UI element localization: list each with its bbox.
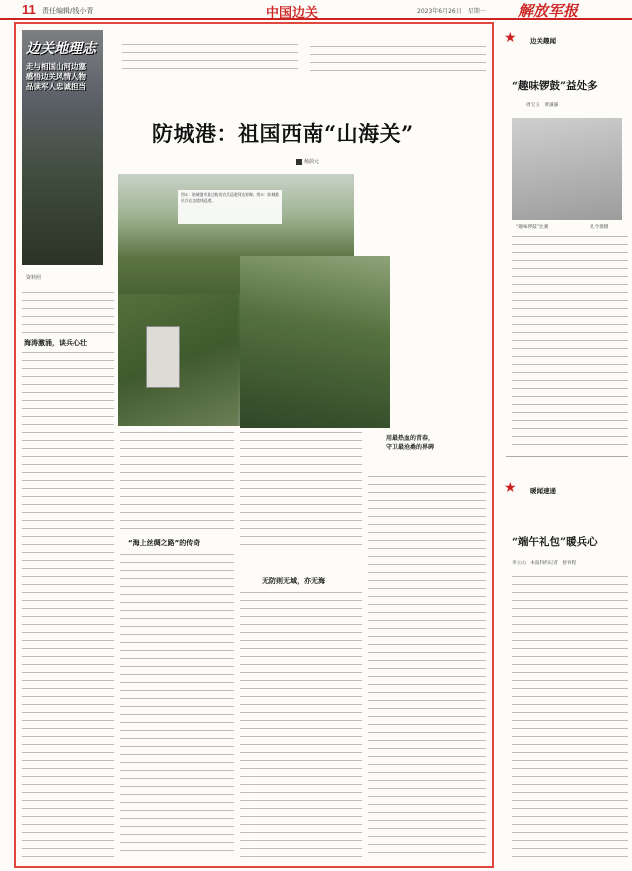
body-column-2b: [120, 554, 234, 858]
body-column-1b: [22, 352, 114, 858]
patrol-photo-caption: 用最热血的青春， 守卫最沧桑的界碑: [386, 435, 435, 451]
article-intro: [122, 44, 486, 104]
star-icon: ★: [504, 30, 517, 46]
body-text-lines: [120, 554, 234, 858]
masthead: [0, 0, 632, 20]
body-text-lines: [122, 44, 486, 74]
body-text-lines: [240, 592, 362, 858]
article-byline: [296, 158, 319, 165]
sidebar-photo-credit: 孔令群摄: [590, 225, 609, 230]
body-column-2a: [120, 432, 234, 530]
section-title: 中国边关: [266, 6, 319, 21]
sidebar: [504, 22, 632, 871]
feature-column-title: 边关地理志: [26, 41, 96, 57]
sidebar-divider: [506, 456, 628, 457]
byline-marker-icon: [296, 159, 302, 165]
article-headline: 防城港：祖国西南“山海关”: [152, 121, 414, 146]
sidebar-story-2-title: “端午礼包”暖兵心: [512, 536, 598, 548]
editor-credit: 责任编辑/钱小青: [42, 7, 94, 15]
body-column-3b: [240, 592, 362, 858]
issue-date: 2023年6月26日 星期一: [417, 8, 486, 15]
byline-text: 杨蔚元: [304, 159, 320, 165]
subhead-3: 无防则无域，亦无海: [262, 577, 325, 585]
star-icon: ★: [504, 480, 517, 496]
body-text-lines: [120, 432, 234, 530]
body-text-lines: [512, 236, 628, 446]
sidebar-story-2-body: [512, 576, 628, 862]
body-column-4: [368, 476, 486, 858]
body-text-lines: [22, 352, 114, 858]
sidebar-story-1-byline: 周宝玉 黄谦谦: [526, 103, 559, 108]
sidebar-section-1: 边关趣闻: [530, 37, 556, 45]
feature-photo: [22, 30, 103, 265]
page-number: 11: [22, 2, 36, 17]
sidebar-story-1-title: “趣味锣鼓”益处多: [512, 80, 598, 92]
sidebar-story-1-body: [512, 236, 628, 446]
newspaper-logo: 解放军报: [518, 2, 579, 20]
body-column-1a: [22, 292, 114, 334]
sidebar-section-2: 暖闻速递: [530, 487, 556, 495]
body-text-lines: [512, 576, 628, 862]
feature-photo-caption: 资料照: [26, 275, 42, 281]
sidebar-photo-caption: “趣味锣鼓”比赛: [516, 225, 549, 230]
sidebar-story-2-byline: 李立山 本报特约记者 舒祥程: [512, 561, 577, 566]
body-text-lines: [22, 292, 114, 334]
boundary-marker-photo: [146, 326, 180, 388]
body-text-lines: [240, 432, 362, 552]
subhead-1: 海涛激涌，谈兵心壮: [24, 339, 87, 347]
subhead-2: “海上丝绸之路”的传奇: [128, 539, 201, 547]
photo-card-caption: 图①：防城港市某边防连官兵巡逻到达界碑。图②：防城港民兵在边境线巡逻。: [178, 190, 282, 224]
body-column-3a: [240, 432, 362, 552]
patrol-photo: [240, 256, 390, 428]
sidebar-photo: [512, 118, 622, 220]
feature-column-subtitle: 走与相国山河边塞 感悟边关风情人物 品读军人忠诚担当: [26, 62, 86, 91]
body-text-lines: [368, 476, 486, 858]
